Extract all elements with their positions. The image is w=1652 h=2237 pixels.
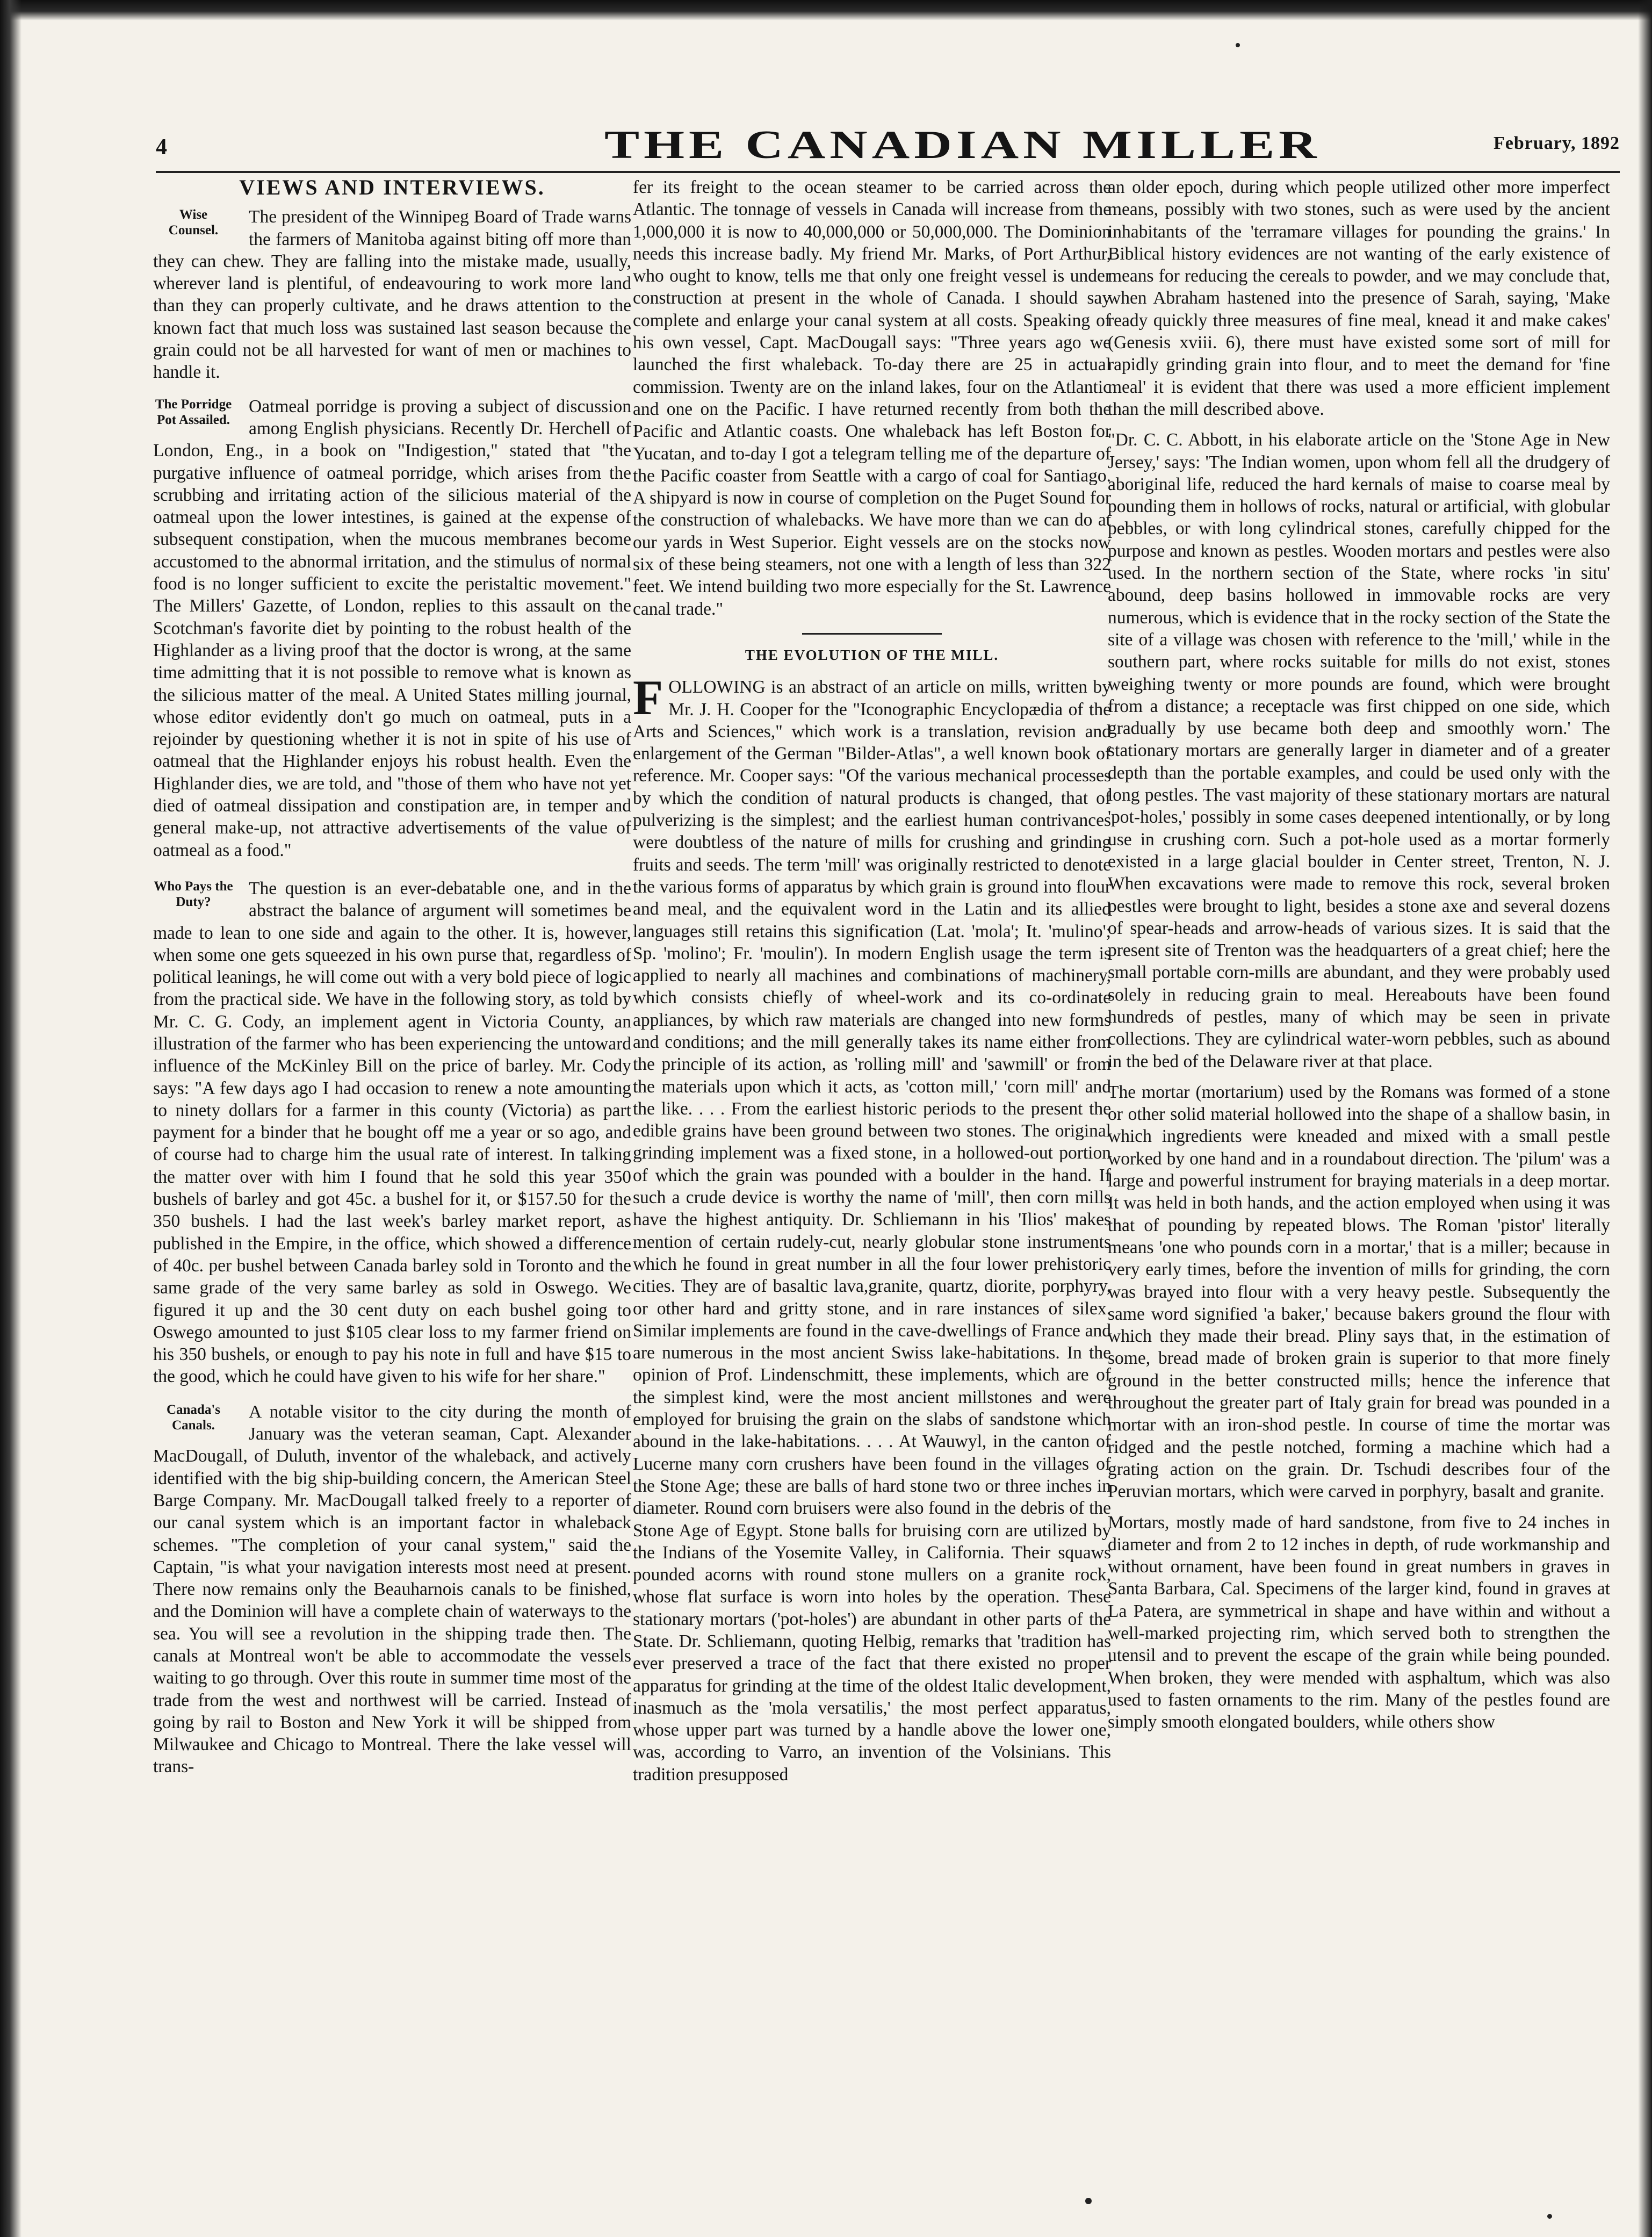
ink-speck (1085, 2198, 1092, 2204)
sidehead-who-pays-duty: Who Pays the Duty? (154, 879, 233, 909)
article-title: THE EVOLUTION OF THE MILL. (745, 646, 999, 663)
column-middle (633, 176, 1111, 1794)
issue-date: February, 1892 (1494, 133, 1620, 153)
header-rule (156, 171, 1620, 173)
canals-continuation: fer its freight to the ocean steamer to be carried across the Atlantic. The tonnage of vessels in Canada will increase from the 1,000,000 it is now to 40,000,000 or 50,000,000. The Dominion needs this increase badly. My friend Mr. Marks, of Port Arthur, who ought to know, tells me that only one freight vessel is under construction at present in the whole of Canada. I should say complete and enlarge your canal system at all costs. Speaking of his own vessel, Capt. MacDougall says: "Three years ago we launched the first whaleback. To-day there are 25 in actual commission. Twenty are on the inland lakes, four on the Atlantic and one on the Pacific. I have returned recently from both the Pacific and Atlantic coasts. One whaleback has left Boston for Yucatan, and to-day I got a telegram telling me of the departure of the Pacific coaster from Seattle with a cargo of coal for Santiago. A shipyard is now in course of completion on the Puget Sound for the construction of whalebacks. We have more than we can do at our yards in West Superior. Eight vessels are on the stocks now six of these being steamers, not one with a length of less than 322 feet. We intend building two more especially for the St. Lawrence canal trade." (633, 177, 1111, 619)
sidehead-porridge-pot: The Porridge Pot Assailed. (155, 397, 232, 427)
mill-paragraph-1: an older epoch, during which people utilized other more imperfect means, possibly with two stones, such as were used by the ancient inhabitants of the 'terramare villages for pounding the grains.' In Biblical history evidences are not wanting of the early existence of means for reducing the cereals to powder, and we may conclude that, when Abraham hastened into the presence of Sarah, saying, 'Make ready quickly three measures of fine meal, knead it and make cakes' (Genesis xviii. 6), there must have existed some sort of mill for rapidly grinding grain into flour, and to meet the demand for 'fine meal' it is evident that there was used a more efficient implement than the mill described above. (1108, 177, 1610, 419)
masthead-title: THE CANADIAN MILLER (604, 123, 1321, 167)
page-header (156, 123, 1620, 171)
text-porridge-pot: Oatmeal porridge is proving a subject of discussion among English physicians. Recently Dr. Herchell of London, Eng., in a book on "Indigestion," stated that "the purgative influence of oatmeal porridge, which arises from the scrubbing and irritating action of the silicious material of the oatmeal upon the lower intestines, is gained at the expense of subsequent constipation, when the mucous membranes become accustomed to the abnormal irritation, and the stimulus of normal food is no longer sufficient to excite the peristaltic movement." The Millers' Gazette, of London, replies to this assault on the Scotchman's favorite diet by pointing to the robust health of the Highlander as a living proof that the doctor is wrong, at the same time admitting that it is not possible to remove what is known as the silicious matter of the meal. A United States milling journal, whose editor evidently don't go much on oatmeal, puts in a rejoinder by questioning whether it is not in spite of his use of oatmeal that the Highlander enjoys his robust health. Even the Highlander dies, we are told, and "those of them who have not yet died of oatmeal dissipation and constipation are, in temper and general make-up, not attractive advertisements of the value of oatmeal as a food." (153, 396, 631, 860)
item-wise-counsel (153, 206, 631, 383)
sidehead-wise-counsel: Wise Counsel. (168, 207, 219, 238)
scan-right-edge (1638, 0, 1652, 2237)
item-who-pays-duty (153, 877, 631, 1388)
item-porridge-pot (153, 395, 631, 861)
section-title: VIEWS AND INTERVIEWS. (239, 175, 545, 199)
text-wise-counsel: The president of the Winnipeg Board of Trade warns the farmers of Manitoba against biting off more than they can chew. They are falling into the mistake made, usually, wherever land is plentiful, of endeavouring to work more land than they can properly cultivate, and he draws attention to the known fact that much loss was sustained last season because the grain could not be all harvested for want of men or machines to handle it. (153, 207, 631, 383)
scan-top-edge (0, 0, 1652, 20)
page-number: 4 (156, 135, 167, 160)
sidehead-canadas-canals: Canada's Canals. (166, 1402, 221, 1433)
ink-speck (1236, 43, 1240, 47)
text-who-pays-duty: The question is an ever-debatable one, and in the abstract the balance of argument will sometimes be made to lean to one side and again to the other. It is, however, when some one gets squeezed in his own purse that, regardless of political leanings, he will come out with a very bold piece of logic from the practical side. We have in the following story, as told by Mr. C. G. Cody, an implement agent in Victoria County, an illustration of the farmer who has been experiencing the untoward influence of the McKinley Bill on the price of barley. Mr. Cody says: "A few days ago I had occasion to renew a note amounting to ninety dollars for a farmer in this county (Victoria) as part payment for a binder that he bought off me a year or so ago, and of course had to charge him the usual rate of interest. In talking the matter over with him I found that he sold this year 350 bushels of barley and got 45c. a bushel for it, or $157.50 for the 350 bushels. I had the last week's barley market report, as published in the Empire, in the office, which showed a difference of 40c. per bushel between Canada barley sold in Toronto and the same grade of the very same barley as sold in Oswego. We figured it up and the 30 cent duty on each bushel going to Oswego amounted to just $105 clear loss to my farmer friend on his 350 bushels, or enough to pay his note in full and have $15 to the good, which he could have given to his wife for her share." (153, 878, 631, 1387)
scan-left-edge (0, 0, 21, 2237)
text-canadas-canals: A notable visitor to the city during the month of January was the veteran seaman, Capt. Alexander MacDougall, of Duluth, inventor of the whaleback, and actively identified with the big ship-building concern, the American Steel Barge Company. Mr. MacDougall talked freely to a reporter of our canal system which is an important factor in whaleback schemes. "The completion of your canal system," said the Captain, "is what your navigation interests most need at present. There now remains only the Beauharnois canals to be finished, and the Dominion will have a complete chain of waterways to the sea. You will see a revolution in the shipping trade then. The canals at Montreal won't be able to accommodate the vessels waiting to go through. Over this route in summer time most of the trade from the west and northwest will be carried. Instead of going by rail to Boston and New York it will be shipped from Milwaukee and Chicago to Montreal. There the lake vessel will trans- (153, 1401, 631, 1777)
mill-paragraph-3: The mortar (mortarium) used by the Romans was formed of a stone or other solid material hollowed into the shape of a shallow basin, in which ingredients were kneaded and mixed with a small pestle worked by one hand and in a roundabout direction. The 'pilum' was a large and powerful instrument for braying materials in a deep mortar. It was held in both hands, and the action employed when using it was that of pounding by repeated blows. The Roman 'pistor' literally means 'one who pounds corn in a mortar,' that is a miller; because in very early times, before the invention of mills for grinding, the corn was brayed into flour with a very heavy pestle. Subsequently the same word signified 'a baker,' because bakers ground the flour with which they made their bread. Pliny says that, in the estimation of some, bread made of broken grain is superior to that more finely ground in the better constructed mills; hence the inference that throughout the greater part of Italy grain for bread was pounded in a mortar with an iron-shod pestle. In course of time the mortar was ridged and the pestle notched, forming a machine which had a grating action on the grain. Dr. Tschudi describes four of the Peruvian mortars, which were carved in porphyry, basalt and granite. (1108, 1082, 1610, 1502)
column-left (153, 176, 631, 1787)
article-divider (802, 633, 942, 635)
column-right (1108, 176, 1610, 1742)
drop-cap: F (633, 670, 663, 725)
article-text: OLLOWING is an abstract of an article on mills, written by Mr. J. H. Cooper for the "Iconographic Encyclopædia of the Arts and Sciences," which work is a translation, revision and enlargement of the German "Bilder-Atlas", a well known book of reference. Mr. Cooper says: "Of the various mechanical processes by which the condition of natural products is changed, that of pulverizing is the simplest; and the earliest human contrivances were doubtless of the nature of mills for crushing and grinding fruits and seeds. The term 'mill' was originally restricted to denote the various forms of apparatus by which grain is ground into flour and meal, and the equivalent word in the Latin and its allied languages still retains this signification (Lat. 'mola'; It. 'mulino'; Sp. 'molino'; Fr. 'moulin'). In modern English usage the term is applied to nearly all machines and combinations of machinery, which consists chiefly of wheel-work and its co-ordinate appliances, by which raw materials are changed into new forms and conditions; and the mill generally takes its name either from the principle of its action, as 'rolling mill' and 'sawmill' or from the materials upon which it acts, as 'cotton mill,' 'corn mill' and the like. . . . From the earliest historic periods to the present the edible grains have been ground between two stones. The original grinding implement was a fixed stone, in a hollowed-out portion of which the grain was pounded with a boulder in the hand. If such a crude device is worthy the name of 'mill', then corn mills have the highest antiquity. Dr. Schliemann in his 'Ilios' makes mention of certain rudely-cut, nearly globular stone instruments which he found in great number in all the four lower prehistoric cities. They are of basaltic lava,granite, quartz, diorite, porphyry, or other hard and gritty stone, and in rare instances of silex. Similar implements are found in the cave-dwellings of France and are numerous in the most ancient Swiss lake-habitations. In the opinion of Prof. Lindenschmitt, these implements, which are of the simplest kind, were the most ancient millstones and were employed for bruising the grain on the slabs of sandstone which abound in the lake-habitations. . . . At Wauwyl, in the canton of Lucerne many corn crushers have been found in the villages of the Stone Age; these are balls of hard stone two or three inches in diameter. Round corn bruisers were also found in the debris of the Stone Age of Egypt. Stone balls for bruising corn are utilized by the Indians of the Yosemite Valley, in California. Their squaws pounded acorns with round stone mullers on a granite rock, whose flat surface is worn into holes by the operation. These stationary mortars ('pot-holes') are abundant in other parts of the State. Dr. Schliemann, quoting Helbig, remarks that 'tradition has ever preserved a trace of the fact that there existed no proper apparatus for grinding at the time of the oldest Italic development, inasmuch as the 'mola versatilis,' the most perfect apparatus, whose upper part was turned by a handle above the lower one, was, according to Varro, an invention of the Volsinians. This tradition presupposed (633, 677, 1111, 1785)
mill-paragraph-4: Mortars, mostly made of hard sandstone, from five to 24 inches in diameter and from 2 to 12 inches in depth, of rude workmanship and without ornament, have been found in great numbers in graves in Santa Barbara, Cal. Specimens of the larger kind, found in graves at La Patera, are symmetrical in shape and have within and without a well-marked projecting rim, which served both to strengthen the utensil and to prevent the escape of the grain while being pounded. When broken, they were mended with asphaltum, which was also used to fasten ornaments to the rim. Many of the pestles found are simply smooth elongated boulders, while others show (1108, 1512, 1610, 1732)
mill-paragraph-2: "Dr. C. C. Abbott, in his elaborate article on the 'Stone Age in New Jersey,' says: 'The Indian women, upon whom fell all the drudgery of aboriginal life, reduced the hard kernals of maise to coarse meal by pounding them in hollows of rocks, natural or artificial, with globular pebbles, or with long cylindrical stones, carefully chipped for the purpose and known as pestles. Wooden mortars and pestles were also used. In the northern section of the State, where rocks 'in situ' abound, deep basins hollowed in immovable rocks are very numerous, which is evidence that in the rocky section of the State the site of a village was chosen with reference to the 'mill,' while in the southern part, where rocks suitable for mills do not exist, stones weighing twenty or more pounds are found, which were brought from a distance; a receptacle was first chipped on one side, which gradually by use became both deep and smoothly worn.' The stationary mortars are generally larger in diameter and of a greater depth than the portable examples, and could be used only with the long pestles. The vast majority of these stationary mortars are natural 'pot-holes,' possibly in some cases deepened intentionally, or by long use in crushing corn. Such a pot-hole used as a mortar formerly existed in a large glacial boulder in Center street, Trenton, N. J. When excavations were made to remove this rock, several broken pestles were brought to light, besides a stone axe and several dozens of spear-heads and arrow-heads of various sizes. It is said that the present site of Trenton was the headquarters of a great chief; here the small portable corn-mills are abundant, and they were probably used solely in reducing grain to meal. Hereabouts have been found hundreds of pestles, many of which may be seen in private collections. They are cylindrical water-worn pebbles, such as abound in the bed of the Delaware river at that place. (1108, 430, 1610, 1071)
item-canadas-canals (153, 1401, 631, 1778)
article-opening (633, 670, 1111, 1786)
ink-speck (1547, 2214, 1552, 2219)
